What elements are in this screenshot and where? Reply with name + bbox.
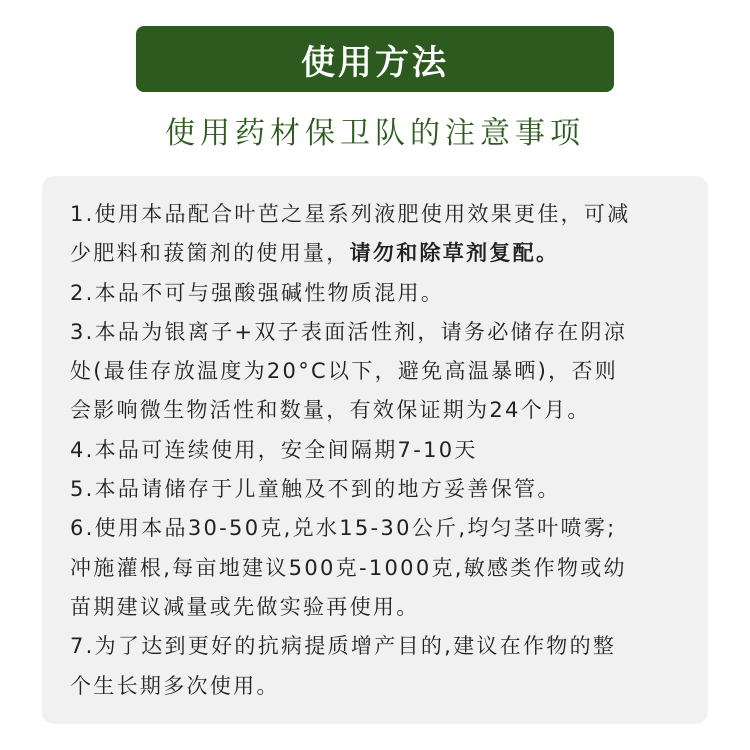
note-line-6: 会影响微生物活性和数量，有效保证期为24个月。: [70, 398, 591, 423]
note-line-7: 4.本品可连续使用，安全间隔期7-10天: [70, 437, 478, 462]
note-line-9: 6.使用本品30-50克,兑水15-30公斤,均匀茎叶喷雾;: [70, 516, 617, 541]
note-line-11: 苗期建议减量或先做实验再使用。: [70, 594, 420, 619]
note-line-2: [70, 234, 695, 273]
note-line-1: 1.使用本品配合叶芭之星系列液肥使用效果更佳，可减: [70, 202, 631, 226]
note-line-8: 5.本品请储存于儿童触及不到的地方妥善保管。: [70, 477, 561, 502]
note-line-2-text: 少肥料和菝箘剂的使用量，: [70, 241, 350, 266]
note-line-2-warning: 请勿和除草剂复配。: [349, 241, 560, 266]
note-line-4: 3.本品为银离子+双子表面活性剂，请务必储存在阴凉: [70, 319, 628, 344]
note-line-3: 2.本品不可与强酸强碱性物质混用。: [70, 280, 445, 305]
page-title: 使用方法: [301, 42, 449, 83]
title-banner: [136, 26, 614, 92]
notes-list: [70, 195, 695, 706]
page-subtitle: 使用药材保卫队的注意事项: [165, 116, 585, 151]
note-line-10: 冲施灌根,每亩地建议500克-1000克,敏感类作物或幼: [70, 555, 627, 580]
note-line-12: 7.为了达到更好的抗病提质增产目的,建议在作物的整: [70, 634, 617, 659]
note-line-13: 个生长期多次使用。: [70, 673, 280, 698]
note-line-5: 处(最佳存放温度为20°C以下，避免高温暴晒)，否则: [70, 359, 619, 384]
